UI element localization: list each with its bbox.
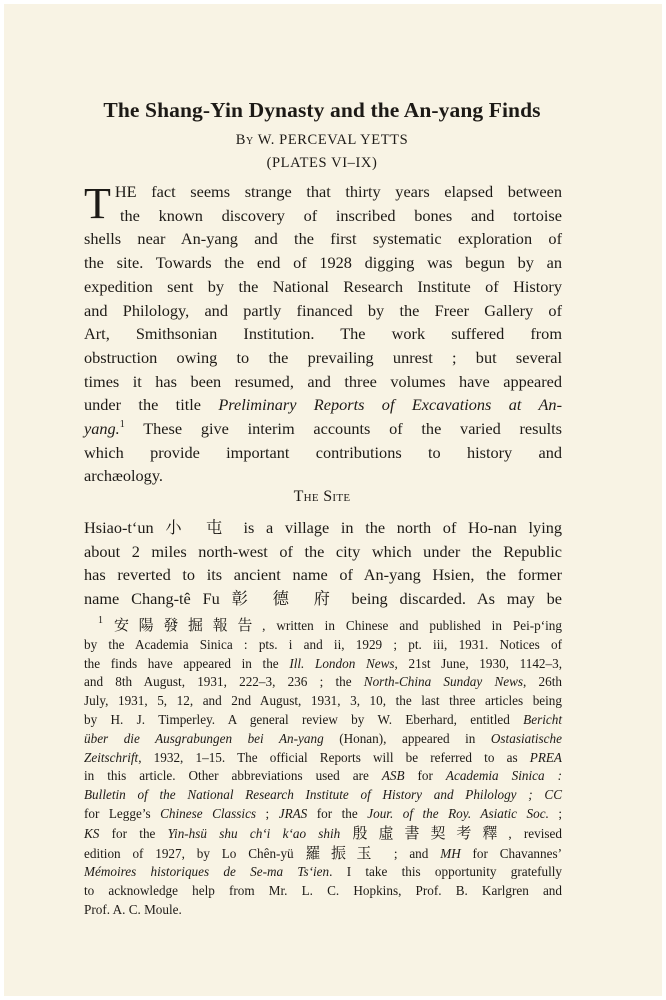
- text-line: archæology.: [84, 466, 163, 486]
- footnote-line: Prof. A. C. Moule.: [84, 901, 182, 917]
- footnote-line: Mémoires historiques de Se-ma Ts‘ien. I take this opportunity gratefully: [84, 864, 562, 880]
- text-line: has reverted to its ancient name of An-yang Hsien, the former: [84, 565, 562, 585]
- plates-reference: (PLATES VI–IX): [266, 155, 378, 171]
- drop-cap: T: [84, 179, 111, 228]
- footnote-line: $^1$ 安陽發掘報告, written in Chinese and published in Pei-p‘ing: [98, 615, 562, 634]
- footnote-line: über die Ausgrabungen bei An-yang (Honan), appeared in Ostasiatische: [84, 730, 562, 746]
- footnote-line: by H. J. Timperley. A general review by W. Eberhard, entitled Bericht: [84, 711, 562, 727]
- footnote-line: edition of 1927, by Lo Chên-yü 羅振玉 ; and MH for Chavannes’: [84, 843, 562, 862]
- text-line: and Philology, and partly financed by the Freer Gallery of: [84, 300, 562, 320]
- intro-body: [84, 180, 562, 488]
- text-line: yang.$^1$ These give interim accounts of the varied results: [84, 419, 562, 439]
- text-line: shells near An-yang and the first systematic exploration of: [84, 229, 562, 249]
- footnote-line: to acknowledge help from Mr. L. C. Hopkins, Prof. B. Karlgren and: [84, 883, 562, 899]
- text-line: name Chang-tê Fu 彰 德 府 being discarded. As may be: [84, 589, 563, 609]
- footnote: [84, 616, 562, 920]
- footnote-line: for Legge’s Chinese Classics ; JRAS for the Jour. of the Roy. Asiatic Soc. ;: [84, 805, 563, 821]
- text-line: expedition sent by the National Research Institute of History: [84, 276, 562, 296]
- text-line: Art, Smithsonian Institution. The work suffered from: [84, 324, 562, 344]
- footnote-line: KS for the Yin-hsü shu ch‘i k‘ao shih 殷虛書契考釋, revised: [84, 823, 562, 842]
- footnote-line: Bulletin of the National Research Institute of History and Philology ; CC: [84, 787, 562, 803]
- footnote-line: by the Academia Sinica : pts. i and ii, 1929 ; pt. iii, 1931. Notices of: [84, 636, 562, 652]
- article-title: The Shang-Yin Dynasty and the An-yang Finds: [103, 98, 541, 122]
- text-line: HE fact seems strange that thirty years elapsed between: [114, 182, 562, 201]
- footnote-line: July, 1931, 5, 12, and 2nd August, 1931, 3, 10, the last three articles being: [84, 693, 562, 709]
- text-line: obstruction owing to the prevailing unrest ; but several: [84, 347, 562, 367]
- text-line: times it has been resumed, and three volumes have appeared: [84, 371, 562, 391]
- text-line: about 2 miles north-west of the city which under the Republic: [84, 541, 562, 561]
- text-line: which provide important contributions to history and: [84, 442, 562, 462]
- text-line: the site. Towards the end of 1928 digging was begun by an: [84, 253, 562, 273]
- footnote-line: and 8th August, 1931, 222–3, 236 ; the North-China Sunday News, 26th: [84, 674, 563, 690]
- page: [4, 4, 662, 996]
- text-line: the known discovery of inscribed bones and tortoise: [120, 205, 562, 225]
- author-byline: By W. PERCEVAL YETTS: [235, 132, 409, 148]
- section-heading: The Site: [293, 488, 351, 505]
- section-paragraph: [84, 516, 562, 611]
- intro-paragraph: [84, 180, 562, 488]
- footnote-line: the finds have appeared in the Ill. London News, 21st June, 1930, 1142–3,: [84, 655, 562, 671]
- footnote-line: Zeitschrift, 1932, 1–15. The official Reports will be referred to as PREA: [84, 749, 562, 765]
- footnote-line: in this article. Other abbreviations used are ASB for Academia Sinica :: [84, 768, 562, 784]
- text-line: Hsiao-t‘un 小 屯 is a village in the north of Ho-nan lying: [84, 518, 562, 537]
- text-line: under the title Preliminary Reports of Excavations at An-: [84, 395, 562, 415]
- footnote-marker: 1: [98, 615, 103, 626]
